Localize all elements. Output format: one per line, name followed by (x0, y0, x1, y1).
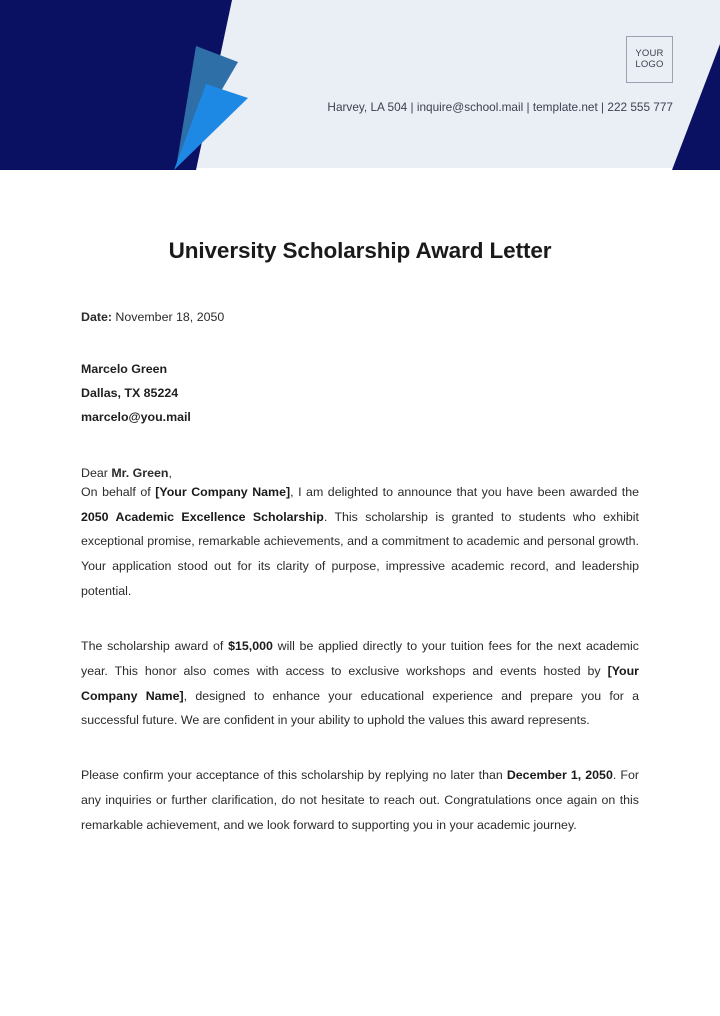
recipient-name: Marcelo Green (81, 362, 168, 376)
salutation-prefix: Dear (81, 465, 112, 480)
paragraph-3 (81, 763, 639, 837)
p3-bold1: December 1, 2050 (506, 768, 613, 783)
page-title: University Scholarship Award Letter (168, 238, 552, 263)
p2-bold2: [Your Company Name] (81, 663, 639, 703)
header-decorative-graphic (0, 0, 720, 176)
recipient-address: Dallas, TX 85224 (81, 385, 179, 400)
date-label: Date: (81, 310, 112, 324)
date-line (81, 310, 639, 324)
salutation-suffix: , (168, 465, 172, 480)
p1-seg1: On behalf of (81, 484, 156, 499)
p3-seg2: . For any inquiries or further clarification, do not hesitate to reach out. Congratulations once again on this remarkable achievement, and we look forward to supporting you in your academic journey. (81, 768, 639, 832)
p1-bold1: [Your Company Name] (155, 484, 291, 499)
letter-body (0, 176, 720, 850)
logo-line-2: LOGO (635, 58, 664, 70)
recipient-block (81, 358, 639, 430)
logo-line-1: YOUR (635, 47, 664, 59)
letterhead-header (0, 0, 720, 176)
salutation-name: Mr. Green (111, 465, 169, 480)
p2-seg3: , designed to enhance your educational experience and prepare you for a successful future. We are confident in your ability to uphold the values this award represents. (81, 688, 639, 728)
date-value: November 18, 2050 (111, 310, 225, 324)
p2-bold1: $15,000 (228, 638, 273, 653)
p2-seg1: The scholarship award of (81, 638, 229, 653)
salutation (81, 466, 639, 480)
p1-bold2: 2050 Academic Excellence Scholarship (81, 509, 324, 524)
paragraph-1 (81, 480, 639, 604)
p3-seg1: Please confirm your acceptance of this scholarship by replying no later than (81, 768, 507, 783)
logo-placeholder (626, 36, 673, 83)
paragraph-2 (81, 634, 639, 733)
p1-seg3: . This scholarship is granted to students who exhibit exceptional promise, remarkable achievements, and a commitment to academic and personal growth. Your application stood out for its clarity of purpose, impressive academic record, and leadership potential. (81, 509, 639, 599)
p1-seg2: , I am delighted to announce that you have been awarded the (290, 484, 640, 499)
p2-seg2: will be applied directly to your tuition fees for the next academic year. This honor also comes with access to exclusive workshops and events hosted by (81, 638, 639, 678)
recipient-email: marcelo@you.mail (81, 409, 191, 424)
contact-info: Harvey, LA 504 | inquire@school.mail | template.net | 222 555 777 (327, 100, 673, 114)
letter-content (81, 310, 639, 838)
